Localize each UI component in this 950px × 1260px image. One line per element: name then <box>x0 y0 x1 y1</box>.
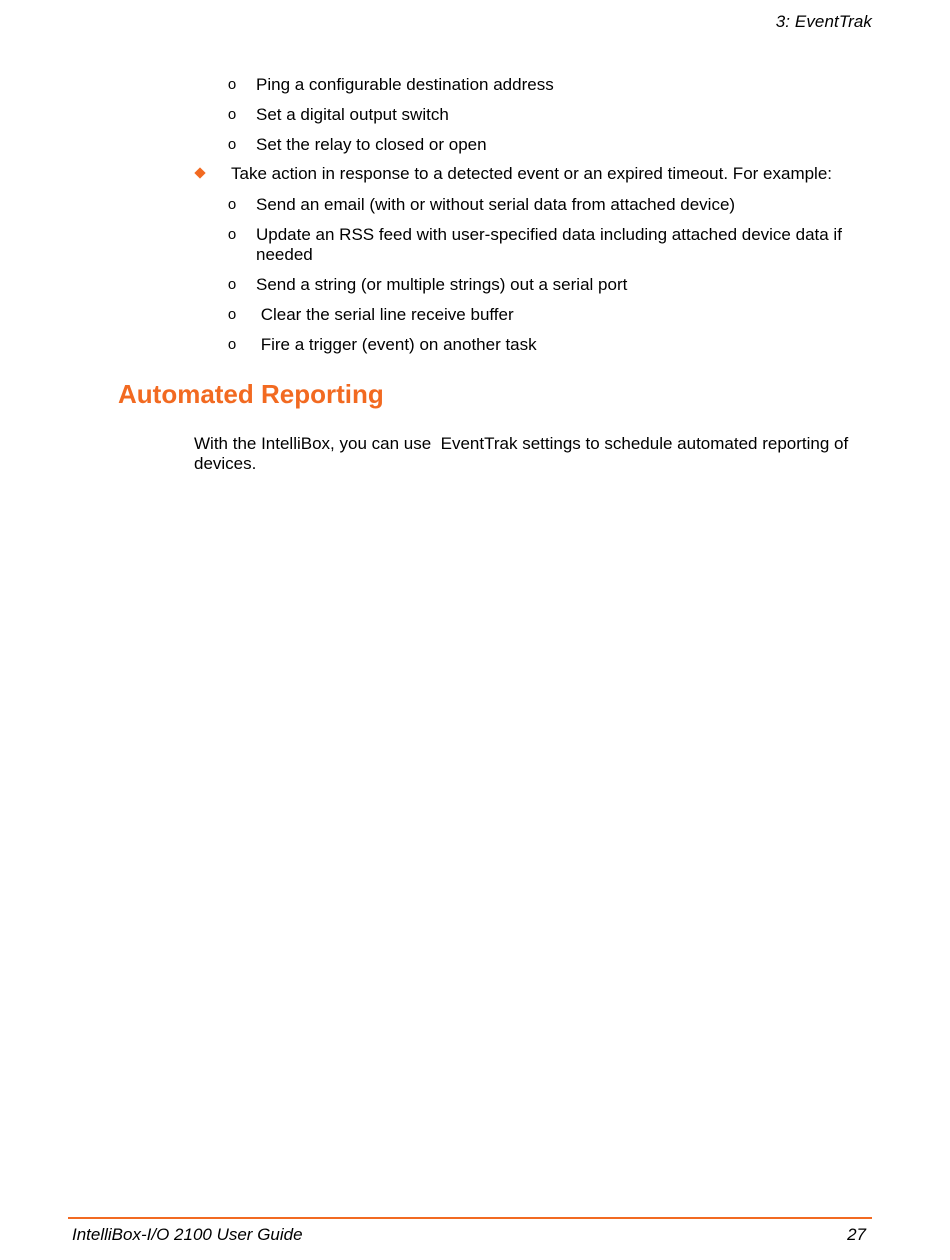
sub-bullet-icon: o <box>227 336 237 353</box>
list-item: Update an RSS feed with user-specified data including attached device data if needed <box>256 225 842 264</box>
footer-page-number: 27 <box>847 1225 866 1244</box>
sub-bullet-icon: o <box>227 226 237 243</box>
list-item: Ping a configurable destination address <box>256 75 554 94</box>
list-item: Set the relay to closed or open <box>256 135 487 154</box>
list-item: Clear the serial line receive buffer <box>256 305 514 324</box>
sub-bullet-icon: o <box>227 306 237 323</box>
list-item: Send an email (with or without serial data from attached device) <box>256 195 736 214</box>
sub-bullet-icon: o <box>227 106 237 123</box>
section-body: With the IntelliBox, you can use EventTrak settings to schedule automated reporting of devices. <box>194 434 853 473</box>
sub-bullet-icon: o <box>227 76 237 93</box>
sub-bullet-icon: o <box>227 136 237 153</box>
section-heading: Automated Reporting <box>118 379 384 409</box>
sub-bullet-icon: o <box>227 276 237 293</box>
footer-rule <box>68 1217 872 1219</box>
list-item: Fire a trigger (event) on another task <box>256 335 537 354</box>
running-header: 3: EventTrak <box>775 12 872 31</box>
list-item: Send a string (or multiple strings) out a serial port <box>256 275 628 294</box>
list-item-main: Take action in response to a detected event or an expired timeout. For example: <box>231 164 833 183</box>
footer-guide-title: IntelliBox-I/O 2100 User Guide <box>72 1225 303 1244</box>
diamond-bullet-icon <box>194 167 205 178</box>
list-item: Set a digital output switch <box>256 105 449 124</box>
sub-bullet-icon: o <box>227 196 237 213</box>
